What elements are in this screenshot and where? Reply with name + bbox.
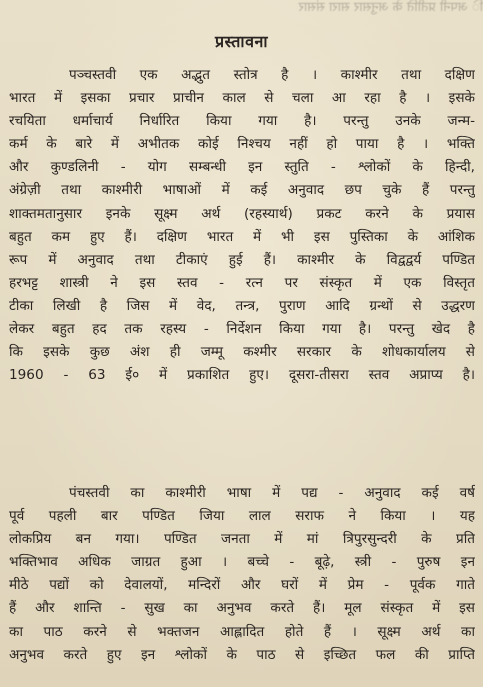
text-line: शाक्तमतानुसार इनके सूक्ष्म अर्थ (रहस्यार्थ) प्रकट करने के प्रयास [9,205,475,222]
text-line: भारत में इसका प्रचार प्राचीन काल से चला आ रहा है । इसके [9,90,475,107]
text-line: कर्म के बारे में अभीतक कोई निश्चय नहीं हो पाया है । भक्ति [9,136,475,153]
text-line: लोकप्रिय बन गया। पण्डित जनता में मां त्रिपुरसुन्दरी के प्रति [9,531,475,548]
text-line: और कुण्डलिनी - योग सम्बन्धी इन स्तुति - श्लोकों के हिन्दी, [9,159,475,176]
text-line: लेकर बहुत हद तक रहस्य - निर्देशन किया गया है। परन्तु खेद है [9,321,475,338]
paragraph-2 [9,482,475,667]
text-line: का पाठ करने से भक्तजन आह्लादित होते हैं । सूक्ष्म अर्थ का [9,623,475,640]
text-line: हैं और शान्ति - सुख का अनुभव करते हैं। मूल संस्कृत में इस [9,600,475,617]
text-line: हरभट्ट शास्त्री ने इस स्तव - रत्न पर संस्कृत में एक विस्तृत [9,274,475,291]
paragraph-1 [9,64,475,387]
page-heading: प्रस्तावना [214,32,268,51]
text-line: अंग्रेज़ी तथा काश्मीरी भाषाओं में कई अनुवाद छप चुके हैं परन्तु [9,182,475,199]
text-line: पूर्व पहली बार पण्डित जिया लाल सराफ ने किया । यह [9,508,475,525]
text-line: अनुभव करते हुए इन श्लोकों के पाठ से इच्छित फल की प्राप्ति [9,646,475,663]
text-line: मीठे पद्यों को देवालयों, मन्दिरों और घरों में प्रेम - पूर्वक गाते [9,577,475,594]
text-line: कि इसके कुछ अंश ही जम्मू कश्मीर सरकार के शोधकार्यालय से [9,344,475,361]
text-line: रूप में अनुवाद तथा टीकाएं हुई हैं। काश्मीर के विद्वद्वर्य पण्डित [9,251,475,268]
text-line: रचयिता धर्माचार्य निर्धारित किया गया है। परन्तु उनके जन्म- [9,113,475,130]
text-line: 1960 - 63 ई० में प्रकाशित हुए। दूसरा-तीसरा स्तव अप्राप्य है। [9,367,475,384]
bleed-through-line: ि अपनी प्रतीति के अनुसार सारा संसार [298,0,483,15]
text-line: भक्तिभाव अधिक जाग्रत हुआ । बच्चे - बूढ़े, स्त्री - पुरुष इन [9,554,475,571]
text-line: बहुत कम हुए हैं। दक्षिण भारत में भी इस पुस्तिका के आंशिक [9,228,475,245]
text-line: पञ्चस्तवी एक अद्भुत स्तोत्र है । काश्मीर तथा दक्षिण [69,67,475,83]
text-line: पंचस्तवी का काश्मीरी भाषा में पद्य - अनुवाद कई वर्ष [69,485,475,501]
text-line: टीका लिखी है जिस में वेद, तन्त्र, पुराण आदि ग्रन्थों से उद्धरण [9,297,475,314]
